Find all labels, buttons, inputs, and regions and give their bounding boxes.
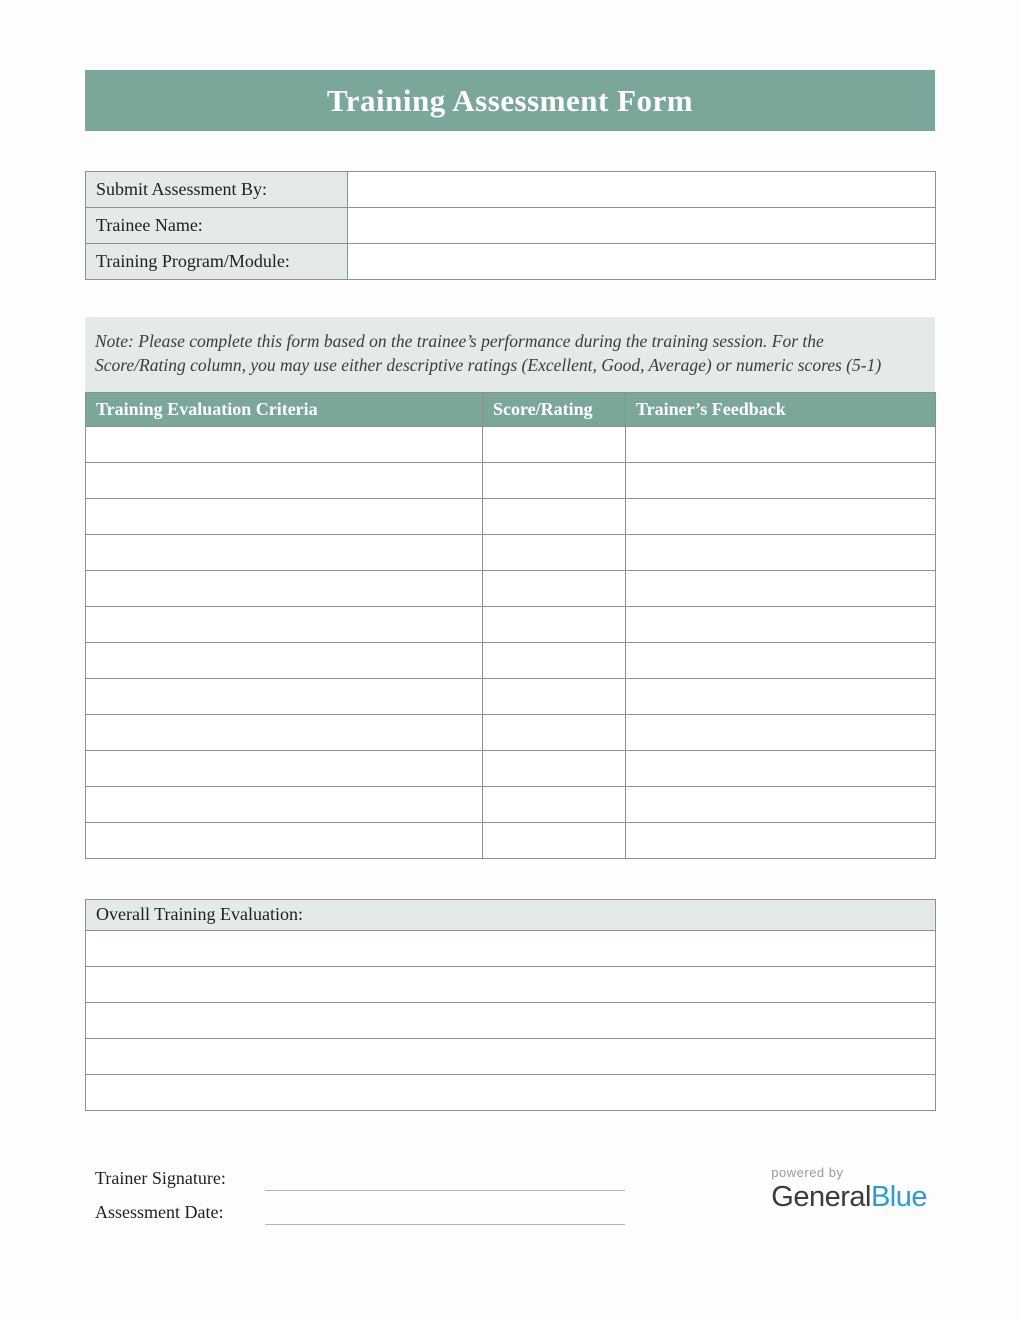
evaluation-row bbox=[86, 786, 936, 822]
overall-evaluation-cell[interactable] bbox=[86, 1038, 936, 1074]
evaluation-row bbox=[86, 678, 936, 714]
overall-evaluation-row bbox=[86, 1002, 936, 1038]
criteria-cell[interactable] bbox=[86, 498, 483, 534]
score-rating-cell[interactable] bbox=[483, 714, 626, 750]
trainer-feedback-cell[interactable] bbox=[626, 462, 936, 498]
evaluation-row bbox=[86, 498, 936, 534]
score-rating-cell[interactable] bbox=[483, 606, 626, 642]
trainer-feedback-cell[interactable] bbox=[626, 642, 936, 678]
trainer-feedback-cell[interactable] bbox=[626, 822, 936, 858]
info-row-submit-by bbox=[86, 172, 936, 208]
training-program-field[interactable] bbox=[348, 244, 936, 280]
score-rating-cell[interactable] bbox=[483, 786, 626, 822]
column-header-trainer-feedback: Trainer’s Feedback bbox=[626, 392, 936, 426]
overall-evaluation-section bbox=[85, 899, 936, 1111]
trainer-feedback-cell[interactable] bbox=[626, 750, 936, 786]
evaluation-row bbox=[86, 642, 936, 678]
score-rating-cell[interactable] bbox=[483, 534, 626, 570]
criteria-cell[interactable] bbox=[86, 786, 483, 822]
score-rating-cell[interactable] bbox=[483, 750, 626, 786]
criteria-cell[interactable] bbox=[86, 426, 483, 462]
assessment-date-line[interactable] bbox=[265, 1199, 625, 1225]
criteria-cell[interactable] bbox=[86, 714, 483, 750]
trainer-feedback-cell[interactable] bbox=[626, 786, 936, 822]
evaluation-row bbox=[86, 570, 936, 606]
assessment-date-row bbox=[95, 1199, 625, 1225]
evaluation-row bbox=[86, 822, 936, 858]
evaluation-row bbox=[86, 462, 936, 498]
brand-general-text: General bbox=[771, 1180, 871, 1213]
trainee-name-field[interactable] bbox=[348, 208, 936, 244]
form-title-bar bbox=[85, 70, 935, 131]
overall-evaluation-cell[interactable] bbox=[86, 966, 936, 1002]
criteria-cell[interactable] bbox=[86, 534, 483, 570]
overall-evaluation-header-row bbox=[86, 899, 936, 930]
overall-evaluation-row bbox=[86, 930, 936, 966]
info-row-trainee-name bbox=[86, 208, 936, 244]
powered-by-text: powered by bbox=[771, 1164, 844, 1180]
submit-by-label: Submit Assessment By: bbox=[86, 172, 348, 208]
info-row-training-program bbox=[86, 244, 936, 280]
evaluation-row bbox=[86, 750, 936, 786]
brand-blue-text: Blue bbox=[870, 1180, 927, 1213]
score-rating-cell[interactable] bbox=[483, 642, 626, 678]
score-rating-cell[interactable] bbox=[483, 462, 626, 498]
column-header-criteria: Training Evaluation Criteria bbox=[86, 392, 483, 426]
evaluation-row bbox=[86, 426, 936, 462]
overall-evaluation-cell[interactable] bbox=[86, 1074, 936, 1110]
criteria-cell[interactable] bbox=[86, 750, 483, 786]
overall-evaluation-row bbox=[86, 1038, 936, 1074]
trainee-name-label: Trainee Name: bbox=[86, 208, 348, 244]
form-footer bbox=[85, 1165, 935, 1233]
overall-evaluation-row bbox=[86, 966, 936, 1002]
trainer-feedback-cell[interactable] bbox=[626, 570, 936, 606]
score-rating-cell[interactable] bbox=[483, 498, 626, 534]
overall-evaluation-label: Overall Training Evaluation: bbox=[86, 899, 936, 930]
score-rating-cell[interactable] bbox=[483, 426, 626, 462]
criteria-cell[interactable] bbox=[86, 462, 483, 498]
overall-evaluation-row bbox=[86, 1074, 936, 1110]
evaluation-table bbox=[85, 392, 936, 859]
score-rating-cell[interactable] bbox=[483, 570, 626, 606]
score-rating-cell[interactable] bbox=[483, 678, 626, 714]
overall-evaluation-cell[interactable] bbox=[86, 1002, 936, 1038]
submit-by-field[interactable] bbox=[348, 172, 936, 208]
generalblue-logo bbox=[771, 1181, 927, 1214]
instructions-note: Note: Please complete this form based on the trainee’s performance during the training session. For the Score/Rating column, you may use either descriptive ratings (Excellent, Good, Average) or numeric scores (5-1) bbox=[85, 317, 935, 392]
criteria-cell[interactable] bbox=[86, 606, 483, 642]
trainer-feedback-cell[interactable] bbox=[626, 498, 936, 534]
signature-area bbox=[95, 1165, 625, 1233]
criteria-cell[interactable] bbox=[86, 570, 483, 606]
form-content bbox=[85, 70, 935, 1233]
evaluation-row bbox=[86, 714, 936, 750]
trainer-feedback-cell[interactable] bbox=[626, 714, 936, 750]
trainer-signature-label: Trainer Signature: bbox=[95, 1167, 226, 1188]
brand-block bbox=[771, 1165, 935, 1214]
trainer-feedback-cell[interactable] bbox=[626, 678, 936, 714]
trainer-feedback-cell[interactable] bbox=[626, 534, 936, 570]
evaluation-table-header bbox=[86, 392, 936, 426]
trainer-signature-line[interactable] bbox=[265, 1165, 625, 1191]
trainer-feedback-cell[interactable] bbox=[626, 606, 936, 642]
criteria-cell[interactable] bbox=[86, 678, 483, 714]
trainer-feedback-cell[interactable] bbox=[626, 426, 936, 462]
assessment-date-label: Assessment Date: bbox=[95, 1201, 224, 1222]
criteria-cell[interactable] bbox=[86, 822, 483, 858]
page-title: Training Assessment Form bbox=[326, 82, 694, 118]
info-table bbox=[85, 171, 936, 280]
criteria-cell[interactable] bbox=[86, 642, 483, 678]
training-program-label: Training Program/Module: bbox=[86, 244, 348, 280]
score-rating-cell[interactable] bbox=[483, 822, 626, 858]
evaluation-row bbox=[86, 534, 936, 570]
evaluation-row bbox=[86, 606, 936, 642]
overall-evaluation-cell[interactable] bbox=[86, 930, 936, 966]
column-header-score-rating: Score/Rating bbox=[483, 392, 626, 426]
trainer-signature-row bbox=[95, 1165, 625, 1191]
